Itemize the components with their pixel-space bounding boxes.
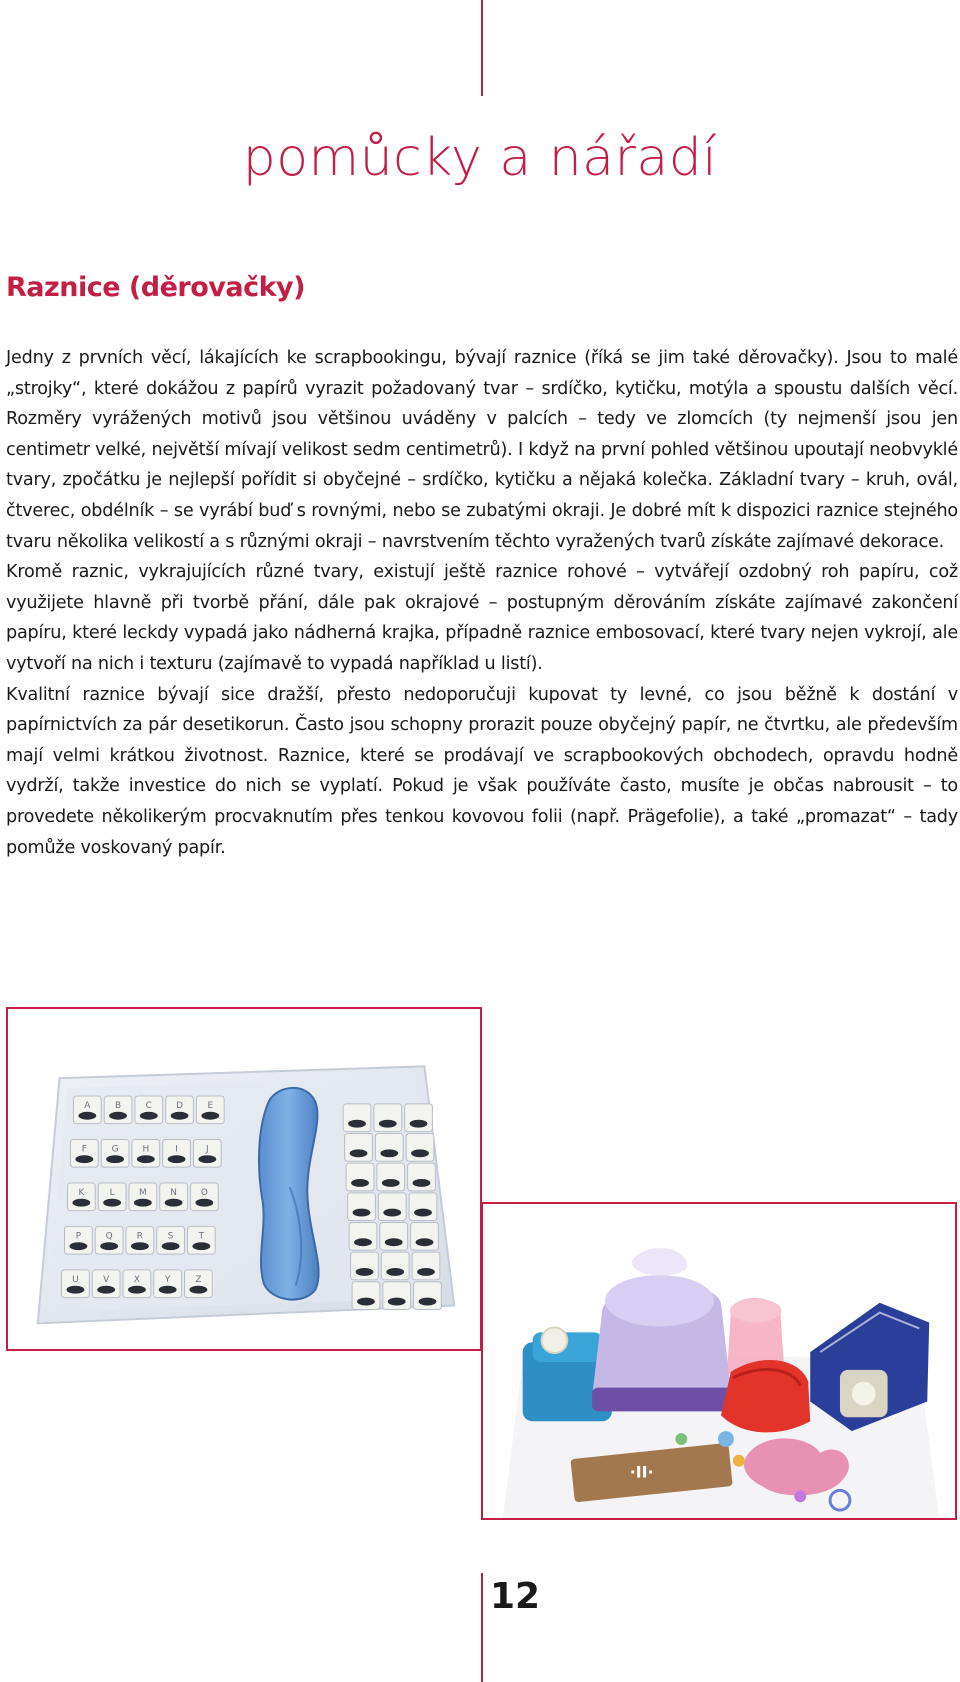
letter-cube-rows-right [343, 1104, 441, 1310]
symbol-cube [405, 1104, 433, 1132]
svg-text:·II·: ·II· [629, 1462, 654, 1482]
svg-text:X: X [133, 1274, 140, 1285]
letter-cube [70, 1139, 98, 1167]
page-number: 12 [490, 1576, 541, 1617]
symbol-cube [412, 1252, 440, 1280]
letter-cube [154, 1270, 182, 1298]
svg-text:L: L [109, 1187, 115, 1198]
letter-cube [187, 1226, 215, 1254]
svg-text:H: H [142, 1144, 150, 1155]
svg-text:S: S [167, 1231, 174, 1242]
letter-cube [67, 1183, 95, 1211]
letter-cube [166, 1096, 194, 1124]
symbol-cube [345, 1134, 373, 1162]
letter-cube [193, 1139, 221, 1167]
svg-text:O: O [200, 1187, 208, 1198]
svg-text:T: T [198, 1231, 205, 1242]
top-divider-rule [481, 0, 483, 96]
svg-text:P: P [75, 1231, 82, 1242]
svg-text:B: B [115, 1100, 122, 1111]
letter-cube [185, 1270, 213, 1298]
symbol-cube [381, 1252, 409, 1280]
letter-cube [92, 1270, 120, 1298]
symbol-cube [378, 1193, 406, 1221]
body-text [6, 343, 958, 863]
symbol-cube [383, 1282, 411, 1310]
symbol-cube [375, 1134, 403, 1162]
svg-text:K: K [78, 1187, 85, 1198]
section-heading: Raznice (děrovačky) [6, 272, 305, 303]
svg-text:N: N [170, 1187, 177, 1198]
svg-text:J: J [205, 1144, 209, 1155]
paragraph-3: Kvalitní raznice bývají sice dražší, přesto nedoporučuji kupovat ty levné, co jsou běžně k dostání v papírnictvích za pár desetikorun. Často jsou schopny prorazit pouze obyčejný papír, ne čtvrtku, ale především mají velmi krátkou životnost. Raznice, které se prodávají ve scrapbookových obchodech, opravdu hodně vydrží, takže investice do nich se vyplatí. Pokud je však používáte často, musíte je občas nabrousit – to provedete několikerým procvaknutím přes tenkou kovovou folii (např. Prägefolie), a také „promazat“ – tady pomůže voskovaný papír. [6, 684, 958, 858]
symbol-cube [411, 1222, 439, 1250]
photo-assorted-punches [481, 1202, 957, 1520]
letter-cube [126, 1226, 154, 1254]
svg-text:D: D [176, 1100, 183, 1111]
symbol-cube [406, 1134, 434, 1162]
symbol-cube [349, 1222, 377, 1250]
letter-cube [101, 1139, 129, 1167]
chapter-title: pomůcky a nářadí [242, 128, 718, 188]
symbol-cube [409, 1193, 437, 1221]
letter-cube [196, 1096, 224, 1124]
paragraph-2: Kromě raznic, vykrajujících různé tvary, existují ještě raznice rohové – vytvářejí ozdobný roh papíru, což využijete hlavně při tvorbě přání, dále pak okrajové – postupným děrováním získáte zajímavé zakončení papíru, které leckdy vypadá jako nádherná krajka, případně raznice embosovací, které tvary nejen vykrojí, ale vytvoří na nich i texturu (zajímavě to vypadá například u listí). [6, 562, 958, 674]
letter-cube [157, 1226, 185, 1254]
svg-text:F: F [81, 1144, 87, 1155]
symbol-cube [348, 1193, 376, 1221]
symbol-cube [374, 1104, 402, 1132]
symbol-cube [380, 1222, 408, 1250]
letter-cube [73, 1096, 101, 1124]
svg-text:R: R [136, 1231, 143, 1242]
alphabet-punch-set-illustration [8, 1009, 480, 1349]
svg-text:Y: Y [164, 1274, 171, 1285]
paragraph-1: Jedny z prvních věcí, lákajících ke scrapbookingu, bývají raznice (říká se jim také děrovačky). Jsou to malé „strojky“, které dokážou z papírů vyrazit požadovaný tvar – srdíčko, kytičku, motýla a spoustu dalších věcí. Rozměry vyrážených motivů jsou většinou uváděny v palcích – tedy ve zlomcích (ty nejmenší jsou jen centimetr velké, největší mívají velikost sedm centimetrů). I když na první pohled většinou upoutají neobvyklé tvary, zpočátku je nejlepší pořídit si obyčejné – srdíčko, kytičku a nějaká kolečka. Základní tvary – kruh, ovál, čtverec, obdélník – se vyrábí buď s rovnými, nebo se zubatými okraji. Je dobré mít k dispozici raznice stejného tvaru několika velikostí a s různými okraji – navrstvením těchto vyražených tvarů získáte zajímavé dekorace. [6, 348, 958, 552]
letter-cube [190, 1183, 218, 1211]
svg-text:C: C [145, 1100, 152, 1111]
letter-cube [104, 1096, 132, 1124]
bottom-divider-rule [481, 1573, 483, 1682]
symbol-cube [377, 1163, 405, 1191]
photo-alphabet-punch-set [6, 1007, 482, 1351]
svg-text:A: A [84, 1100, 91, 1111]
letter-cube [123, 1270, 151, 1298]
symbol-cube [346, 1163, 374, 1191]
letter-cube [160, 1183, 188, 1211]
symbol-cube [408, 1163, 436, 1191]
symbol-cube [343, 1104, 371, 1132]
letter-cube [135, 1096, 163, 1124]
symbol-cube [352, 1282, 380, 1310]
svg-text:Z: Z [195, 1274, 202, 1285]
symbol-cube [414, 1282, 442, 1310]
letter-cube [98, 1183, 126, 1211]
symbol-cube [351, 1252, 379, 1280]
svg-text:G: G [111, 1144, 119, 1155]
svg-text:I: I [175, 1144, 178, 1155]
svg-text:Q: Q [105, 1231, 113, 1242]
letter-cube [95, 1226, 123, 1254]
letter-cube [62, 1270, 90, 1298]
svg-text:V: V [103, 1274, 110, 1285]
letter-cube [65, 1226, 93, 1254]
letter-cube [132, 1139, 160, 1167]
assorted-punches-illustration [483, 1204, 955, 1518]
svg-text:M: M [139, 1187, 147, 1198]
letter-cube [129, 1183, 157, 1211]
red-punch [721, 1360, 810, 1432]
letter-cube [163, 1139, 191, 1167]
svg-text:E: E [207, 1100, 214, 1111]
svg-text:U: U [72, 1274, 79, 1285]
